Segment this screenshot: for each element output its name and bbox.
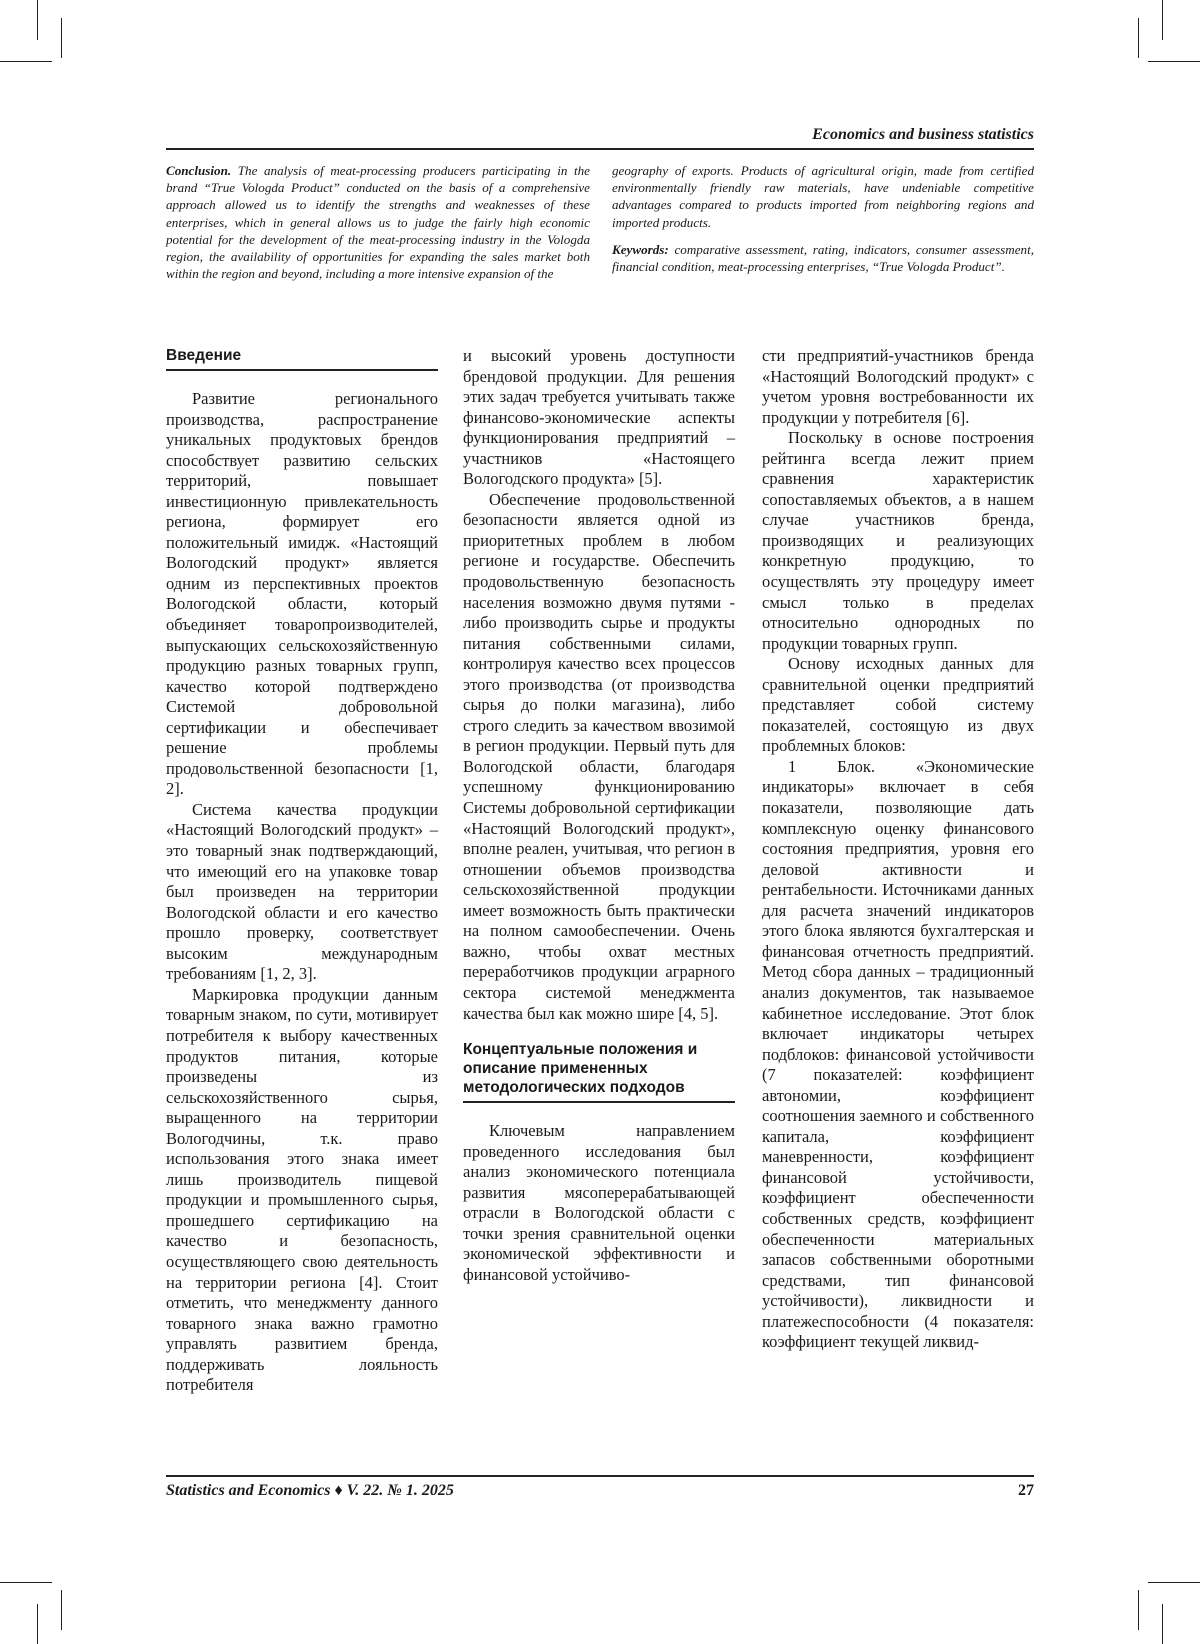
paragraph: Ключевым направлением проведенного исследования был анализ экономического потенциала развития мясоперерабатывающей отрасли в Вологодской области с точки зрения сравнительной оценки экономической эффективности и финансовой устойчиво- <box>463 1121 735 1284</box>
header-rule <box>166 148 1034 150</box>
paragraph: Обеспечение продовольственной безопасности является одной из приоритетных проблем в любом регионе и государстве. Обеспечить продовольственную безопасность населения возможно двумя путями - либо производить сырье и продукты питания собственными силами, контролируя качество всех процессов этого производства (от производства сырья до полки магазина), либо строго следить за качеством ввозимой в регион продукции. Первый путь для Вологодской области, благодаря успешному функционированию Системы добровольной сертификации «Настоящий Вологодский продукт», вполне реален, учитывая, что регион в отношении объемов производства сельскохозяйственной продукции имеет возможность быть практически на полном самообеспечении. Очень важно, чтобы охват местных переработчиков продукции аграрного сектора системой менеджмента качества был как можно шире [4, 5]. <box>463 489 735 1023</box>
paragraph: Основу исходных данных для сравнительной оценки предприятий представляет собой систему показателей, состоящую из двух проблемных блоков: <box>762 654 1034 756</box>
conclusion-continuation: geography of exports. Products of agricultural origin, made from certified environmentally friendly raw materials, have undeniable competitive advantages compared to products imported from neighboring regions and imported products. <box>612 163 1034 230</box>
crop-mark <box>61 18 62 58</box>
footer <box>166 1482 1034 1500</box>
abstract-left-column <box>166 162 590 290</box>
page-number: 27 <box>1018 1482 1034 1499</box>
paragraph: 1 Блок. «Экономические индикаторы» включает в себя показатели, позволяющие дать комплексную оценку финансового состояния предприятия, уровня его деловой активности и рентабельности. Источниками данных для расчета значений индикаторов этого блока являются бухгалтерская и финансовая отчетность предприятий. Метод сбора данных – традиционный анализ документов, так называемое кабинетное исследование. Этот блок включает индикаторы четырех подблоков: финансовой устойчивости (7 показателей: коэффициент автономии, коэффициент соотношения заемного и собственного капитала, коэффициент маневренности, коэффициент финансовой устойчивости, коэффициент обеспеченности собственных средств, коэффициент обеспеченности материальных запасов собственными оборотными средствами, тип финансовой устойчивости), ликвидности и платежеспособности (4 показателя: коэффициент текущей ликвид- <box>762 756 1034 1352</box>
crop-mark <box>1138 18 1139 58</box>
crop-mark <box>37 1604 38 1644</box>
crop-mark <box>0 61 52 62</box>
conclusion-text: The analysis of meat-processing producers participating in the brand “True Vologda Product” conducted on the basis of a comprehensive approach allowed us to identify the strengths and weaknesses of these enterprises, which in general allows us to judge the fairly high economic potential for the development of the meat-processing industry in the Vologda region, the availability of opportunities for expanding the sales market both within the region and beyond, including a more intensive expansion of the <box>166 163 590 282</box>
body-column-3 <box>762 346 1034 1353</box>
footer-rule <box>166 1475 1034 1477</box>
keywords-text: comparative assessment, rating, indicators, consumer assessment, financial condition, meat-processing enterprises, “True Vologda Product”. <box>612 241 1034 275</box>
crop-mark <box>1148 1582 1200 1583</box>
paragraph: Система качества продукции «Настоящий Вологодский продукт» – это товарный знак подтверждающий, что имеющий его на упаковке товар был произведен на территории Вологодской области и его качество прошло проверку, соответствует высоким международным требованиям [1, 2, 3]. <box>166 799 438 984</box>
paragraph: сти предприятий-участников бренда «Настоящий Вологодский продукт» с учетом уровня востребованности их продукции у потребителя [6]. <box>762 346 1034 427</box>
section-heading-introduction: Введение <box>166 346 438 371</box>
crop-mark <box>1162 0 1163 40</box>
crop-mark <box>1162 1604 1163 1644</box>
body-column-1 <box>166 346 438 1396</box>
crop-mark <box>1138 1590 1139 1630</box>
abstract-conclusion <box>166 162 590 282</box>
crop-mark <box>0 1582 52 1583</box>
conclusion-label: Conclusion. <box>166 163 232 178</box>
paragraph: Маркировка продукции данным товарным знаком, по сути, мотивирует потребителя к выбору качественных продуктов питания, которые произведены из сельскохозяйственного сырья, выращенного на территории Вологодчины, т.к. право использования этого знака имеет лишь производитель пищевой продукции и промышленного сырья, прошедшего сертификацию на качество и безопасность, осуществляющего свою деятельность на территории региона [4]. Стоит отметить, что менеджменту данного товарного знака важно грамотно управлять развитием бренда, поддерживать лояльность потребителя <box>166 984 438 1395</box>
section-heading-concepts: Концептуальные положения и описание примененных методологических подходов <box>463 1040 735 1103</box>
crop-mark <box>61 1590 62 1630</box>
keywords-label: Keywords: <box>612 241 669 257</box>
crop-mark <box>1148 61 1200 62</box>
crop-mark <box>37 0 38 40</box>
running-head: Economics and business statistics <box>812 126 1034 143</box>
body-column-2 <box>463 346 735 1285</box>
paragraph: Развитие регионального производства, распространение уникальных продуктовых брендов способствует развитию сельских территорий, повышает инвестиционную привлекательность региона, формирует его положительный имидж. «Настоящий Вологодский продукт» является одним из перспективных проектов Вологодской области, который объединяет товаропроизводителей, выпускающих сельскохозяйственную продукцию разных товарных групп, качество которой подтверждено Системой добровольной сертификации и обеспечивает решение проблемы продовольственной безопасности [1, 2]. <box>166 389 438 799</box>
abstract-keywords <box>612 241 1034 275</box>
abstract-right-column <box>612 162 1034 283</box>
journal-citation: Statistics and Economics ♦ V. 22. № 1. 2025 <box>166 1482 454 1499</box>
paragraph: и высокий уровень доступности брендовой продукции. Для решения этих задач требуется учитывать также финансово-экономические аспекты функционирования предприятий – участников «Настоящего Вологодского продукта» [5]. <box>463 346 735 489</box>
paragraph: Поскольку в основе построения рейтинга всегда лежит прием сравнения характеристик сопоставляемых объектов, а в нашем случае участников бренда, производящих и реализующих конкретную продукцию, то осуществлять эту процедуру имеет смысл только в пределах относительно однородных по продукции товарных групп. <box>762 428 1034 653</box>
